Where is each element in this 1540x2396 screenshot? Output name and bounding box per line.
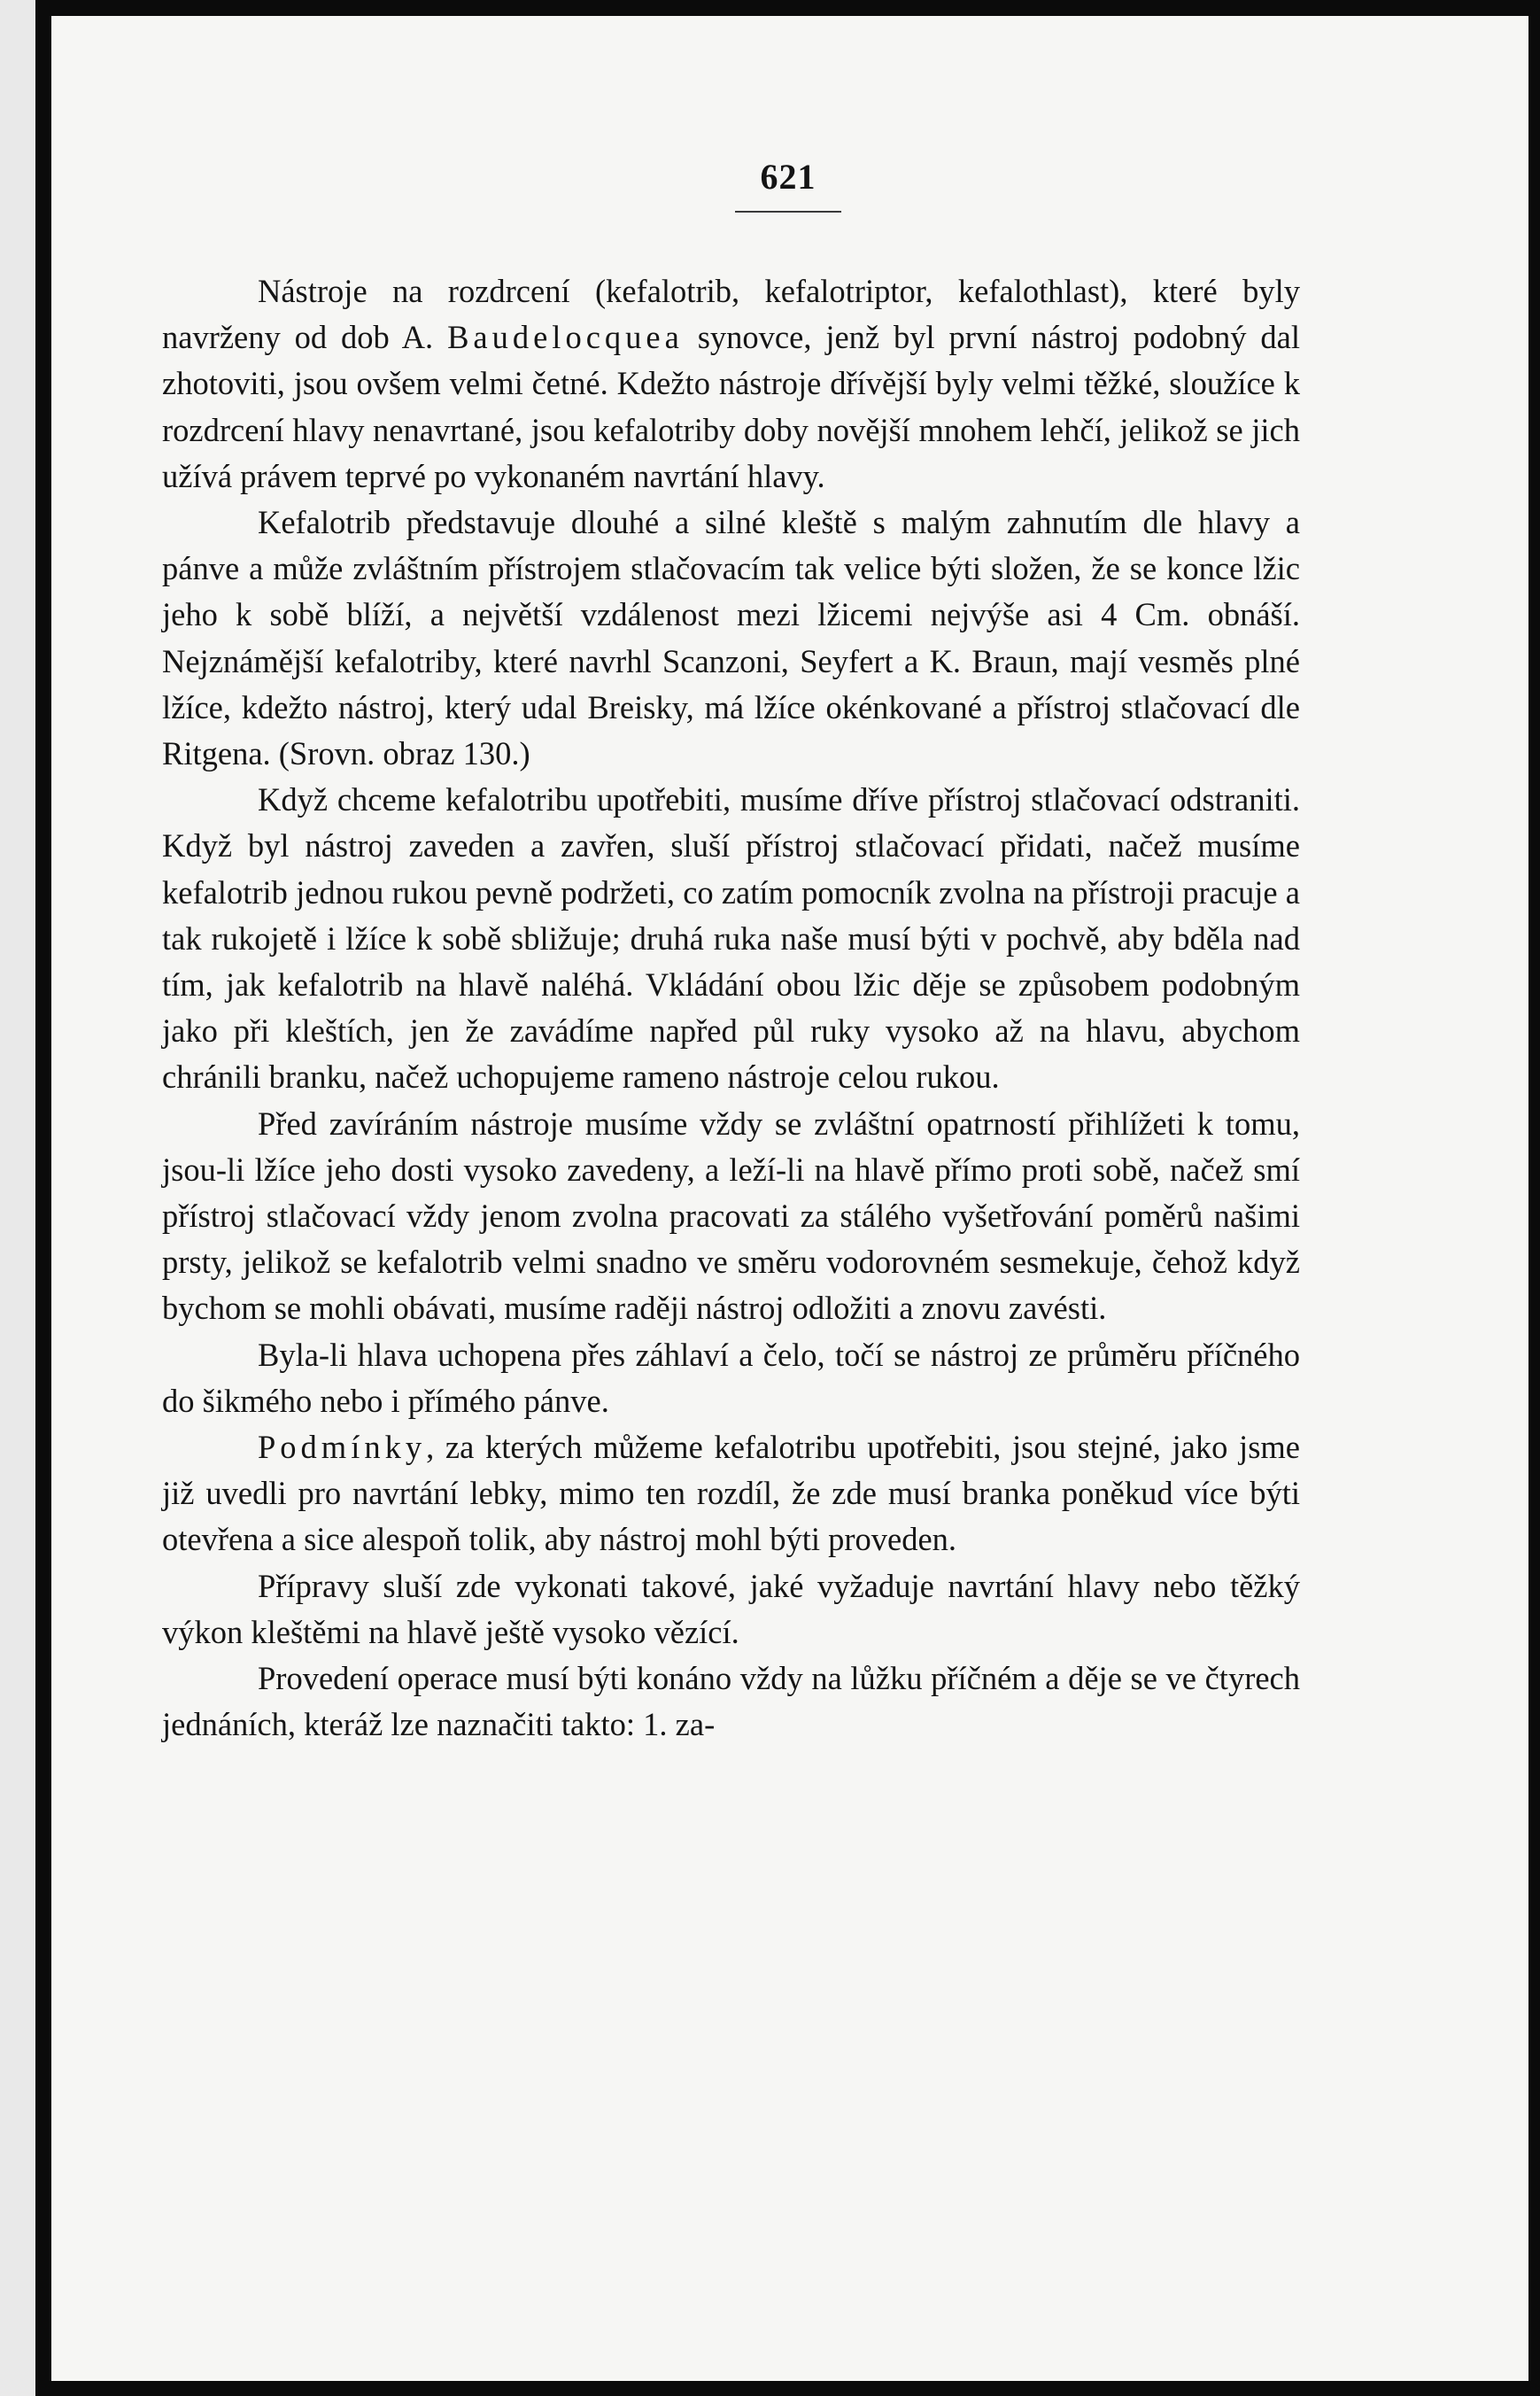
paragraph-text: , za kterých můžeme kefalotribu upotřebiti, jsou stejné, jako jsme již uvedli pro navrtání lebky, mimo ten rozdíl, že zde musí branka poněkud více býti otevřena a sice alespoň tolik, aby nástroj mohl býti proveden. [162, 1429, 1300, 1558]
paragraph-3 [162, 777, 1300, 1100]
body-text [162, 268, 1300, 1749]
paragraph-2 [162, 500, 1300, 777]
paragraph-text: Kefalotrib představuje dlouhé a silné kleště s malým zahnutím dle hlavy a pánve a může zvláštním přístrojem stlačovacím tak velice býti složen, že se konce lžic jeho k sobě blíží, a největší vzdálenost mezi lžicemi nejvýše asi 4 Cm. obnáší. Nejznámější kefalotriby, které navrhl Scanzoni, Seyfert a K. Braun, mají vesměs plné lžíce, kdežto nástroj, který udal Breisky, má lžíce okénkované a přístroj stlačovací dle Ritgena. (Srovn. obraz 130.) [162, 504, 1300, 772]
paragraph-4 [162, 1101, 1300, 1332]
heading-word-spaced: Podmínky [258, 1429, 427, 1466]
paragraph-text: Před zavíráním nástroje musíme vždy se zvláštní opatrností přihlížeti k tomu, jsou-li lžíce jeho dosti vysoko zavedeny, a leží-li na hlavě přímo proti sobě, načež smí přístroj stlačovací vždy jenom zvolna pracovati za stálého vyšetřování poměrů našimi prsty, jelikož se kefalotrib velmi snadno ve směru vodorovném sesmekuje, čehož když bychom se mohli obávati, musíme raději nástroj odložiti a znovu zavésti. [162, 1105, 1300, 1327]
paragraph-7 [162, 1563, 1300, 1655]
paragraph-text: Když chceme kefalotribu upotřebiti, musíme dříve přístroj stlačovací odstraniti. Když byl nástroj zaveden a zavřen, sluší přístroj stlačovací přidati, načež musíme kefalotrib jednou rukou pevně podržeti, co zatím pomocník zvolna na přístroji pracuje a tak rukojetě i lžíce k sobě sbližuje; druhá ruka naše musí býti v pochvě, aby bděla nad tím, jak kefalotrib na hlavě naléhá. Vkládání obou lžic děje se způsobem podobným jako při kleštích, jen že zavádíme napřed půl ruky vysoko až na hlavu, abychom chránili branku, načež uchopujeme rameno nástroje celou rukou. [162, 781, 1300, 1096]
paragraph-text: Byla-li hlava uchopena přes záhlaví a čelo, točí se nástroj ze průměru příčného do šikmého nebo i přímého pánve. [162, 1336, 1300, 1419]
paragraph-5 [162, 1332, 1300, 1424]
scan-background-edge [0, 0, 35, 2396]
paragraph-1 [162, 268, 1300, 500]
author-name-spaced: Baudelocquea [447, 319, 684, 356]
paragraph-text: Přípravy sluší zde vykonati takové, jaké vyžaduje navrtání hlavy nebo těžký výkon kleštěmi na hlavě ještě vysoko vězící. [162, 1567, 1300, 1650]
paragraph-text: Provedení operace musí býti konáno vždy na lůžku příčném a děje se ve čtyrech jednáních, kteráž lze naznačiti takto: 1. za- [162, 1660, 1300, 1743]
page-number: 621 [760, 157, 816, 197]
paragraph-text: Nástroje na rozdrcení (kefalotrib, kefalotriptor, kefalothlast), které byly navrženy od dob A. [162, 273, 1300, 356]
paragraph-8 [162, 1655, 1300, 1748]
paragraph-6 [162, 1424, 1300, 1563]
book-page [51, 16, 1528, 2381]
paragraph-text: synovce, jenž byl první nástroj podobný dal zhotoviti, jsou ovšem velmi četné. Kdežto nástroje dřívější byly velmi těžké, sloužíce k rozdrcení hlavy nenavrtané, jsou kefalotriby doby novější mnohem lehčí, jelikož se jich užívá právem teprvé po vykonaném navrtání hlavy. [162, 319, 1300, 494]
page-number-rule [735, 211, 841, 213]
